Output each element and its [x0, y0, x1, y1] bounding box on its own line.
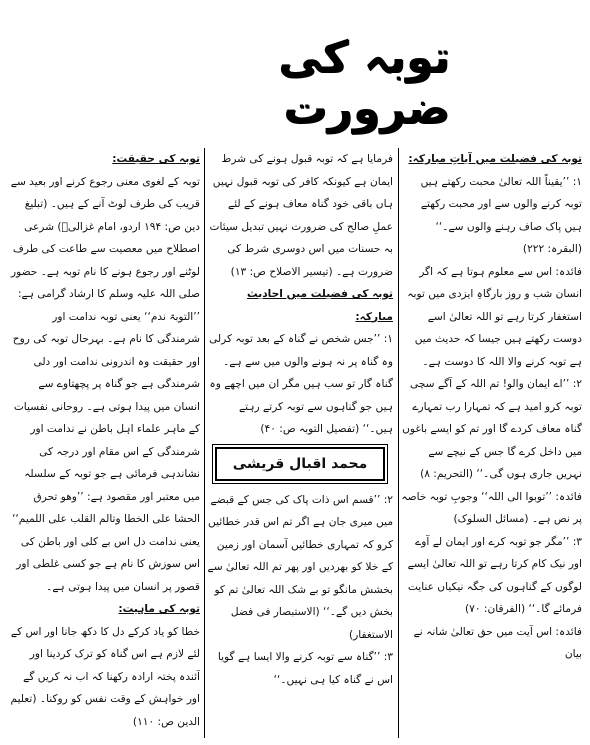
hadith-3: ۳: ’’گناہ سے توبہ کرنے والا ایسا ہے گویا اس نے گناہ کیا ہی نہیں۔‘‘: [217, 651, 393, 686]
section-heading-essence: توبہ کی ماہیت:: [118, 603, 200, 615]
column-right: [400, 148, 582, 738]
verse-3: ۳: ’’مگر جو توبہ کرے اور ایمان لے آوے اور نیک کام کرتا رہے تو اللہ تعالیٰ ایسے لوگوں کے گناہوں کی جگہ نیکیاں عنایت فرمائے گا۔‘‘ (الفرقان: ۷۰): [407, 535, 582, 615]
hadith-1: ۱: ’’جس شخص نے گناہ کے بعد توبہ کرلی وہ گناہ پر نہ ہونے والوں میں سے ہے۔ گناہ گار تو سب ہیں مگر ان میں اچھے وہ ہیں جو گناہوں سے توبہ کرتے رہتے ہیں۔‘‘ (تفصیل التوبہ ص: ۴۰): [209, 333, 393, 435]
paragraph-text: توبہ کے لغوی معنی رجوع کرنے اور بعید سے قریب کی طرف لوٹ آنے کے ہیں۔ (تبلیغ دین ص: ۱۹۴ اردو، امام غزالیؒ) شرعی اصطلاح میں معصیت سے طاعت کی طرف لوٹنے اور رجوع ہونے کا نام توبہ ہے۔ حضور صلی اللہ علیہ وسلم کا ارشاد گرامی ہے: ’’التوبۃ ندم‘‘ یعنی توبہ ندامت اور شرمندگی کا نام ہے۔ بہرحال توبہ کی روح اور حقیقت وہ اندرونی ندامت اور دلی شرمندگی ہے جو گناہ پر پچھتاوے سے انسان میں پیدا ہوتی ہے۔ روحانی نفسیات کے ماہر علماء اہل باطن نے ندامت اور شرمندگی کے اس مقام اور درجہ کی نشاندہی فرمائی ہے جو توبہ کے سلسلہ میں معتبر اور مقصود ہے: ’’وھو تحرق الحشا علی الخطا وتالم القلب علی اللمیم‘‘ یعنی ندامت دل اس بے کلی اور باطن کی اس سوزش کا نام ہے جو کسی غلطی اور قصور پر انسان میں پیدا ہوتی ہے۔: [10, 175, 200, 593]
column-left: [10, 148, 200, 738]
column-divider: [398, 148, 399, 738]
verse-2: ۲: ’’اے ایمان والو! تم اللہ کے آگے سچی توبہ کرو امید ہے کہ تمہارا رب تمہارے گناہ معاف کردے گا اور تم کو ایسے باغوں میں داخل کرے گا جس کے نیچے سے نہریں جاری ہوں گی۔‘‘ (التحریم: ۸): [402, 378, 582, 480]
author-byline: محمد اقبال قریشی: [215, 447, 385, 481]
hadith-2: ۲: ’’قسم اس ذات پاک کی جس کے قبضے میں میری جان ہے اگر تم اس قدر خطائیں کرو کہ تمہاری خطائیں آسمان اور زمین کے خلا کو بھردیں اور پھر تم اللہ تعالیٰ سے بخشش مانگو تو بے شک اللہ تعالیٰ تم کو بخش دیں گے۔‘‘ (الاستبصار فی فضل الاستغفار): [207, 493, 393, 641]
section-heading-hadith: توبہ کی فضیلت میں احادیث مبارکہ:: [247, 288, 393, 323]
paragraph-text: فرمایا ہے کہ توبہ قبول ہونے کی شرط ایمان ہے کیونکہ کافر کی توبہ قبول نہیں ہاں باقی خود گناہ معاف ہونے کے لئے عملِ صالح کی ضرورت نہیں تبدیل سیئات بہ حسنات میں اس دوسری شرط کی ضرورت ہے۔ (تیسیر الاصلاح ص: ۱۳): [209, 153, 393, 278]
benefit-note-2: فائدہ: ’’توبوا الی اللہ‘‘ وجوبِ توبہ خاصہ پر نص ہے۔ (مسائل السلوک): [401, 490, 582, 525]
column-divider: [204, 148, 205, 738]
paragraph-text: خطا کو یاد کرکے دل کا دکھ جانا اور اس کے لئے لازم ہے اس گناہ کو ترک کردینا اور آئندہ پختہ ارادہ رکھنا کہ اب نہ کریں گے اور خواہش کے وقت نفس کو روکنا۔ (تعلیم الدین ص: ۱۱۰): [10, 625, 200, 728]
section-heading-quran-verses: توبہ کی فضیلت میں آیاتِ مبارکہ:: [408, 153, 582, 165]
section-heading-reality: توبہ کی حقیقت:: [112, 153, 200, 165]
column-middle: [207, 148, 393, 738]
benefit-note-1: فائدہ: اس سے معلوم ہوتا ہے کہ اگر انسان شب و روز بارگاہِ ایزدی میں توبہ استغفار کرتا رہے تو اللہ تعالیٰ اسے دوست رکھتے ہیں جیسا کہ حدیث میں ہے توبہ کرنے والا اللہ کا دوست ہے۔: [407, 265, 582, 368]
verse-1: ۱: ’’یقیناً اللہ تعالیٰ محبت رکھتے ہیں توبہ کرنے والوں سے اور محبت رکھتے ہیں پاک صاف رہنے والوں سے۔‘‘ (البقرہ: ۲۲۲): [420, 175, 582, 255]
benefit-note-3: فائدہ: اس آیت میں حق تعالیٰ شانہ نے بیان: [413, 625, 582, 660]
page-title: توبہ کی ضرورت: [278, 32, 450, 134]
